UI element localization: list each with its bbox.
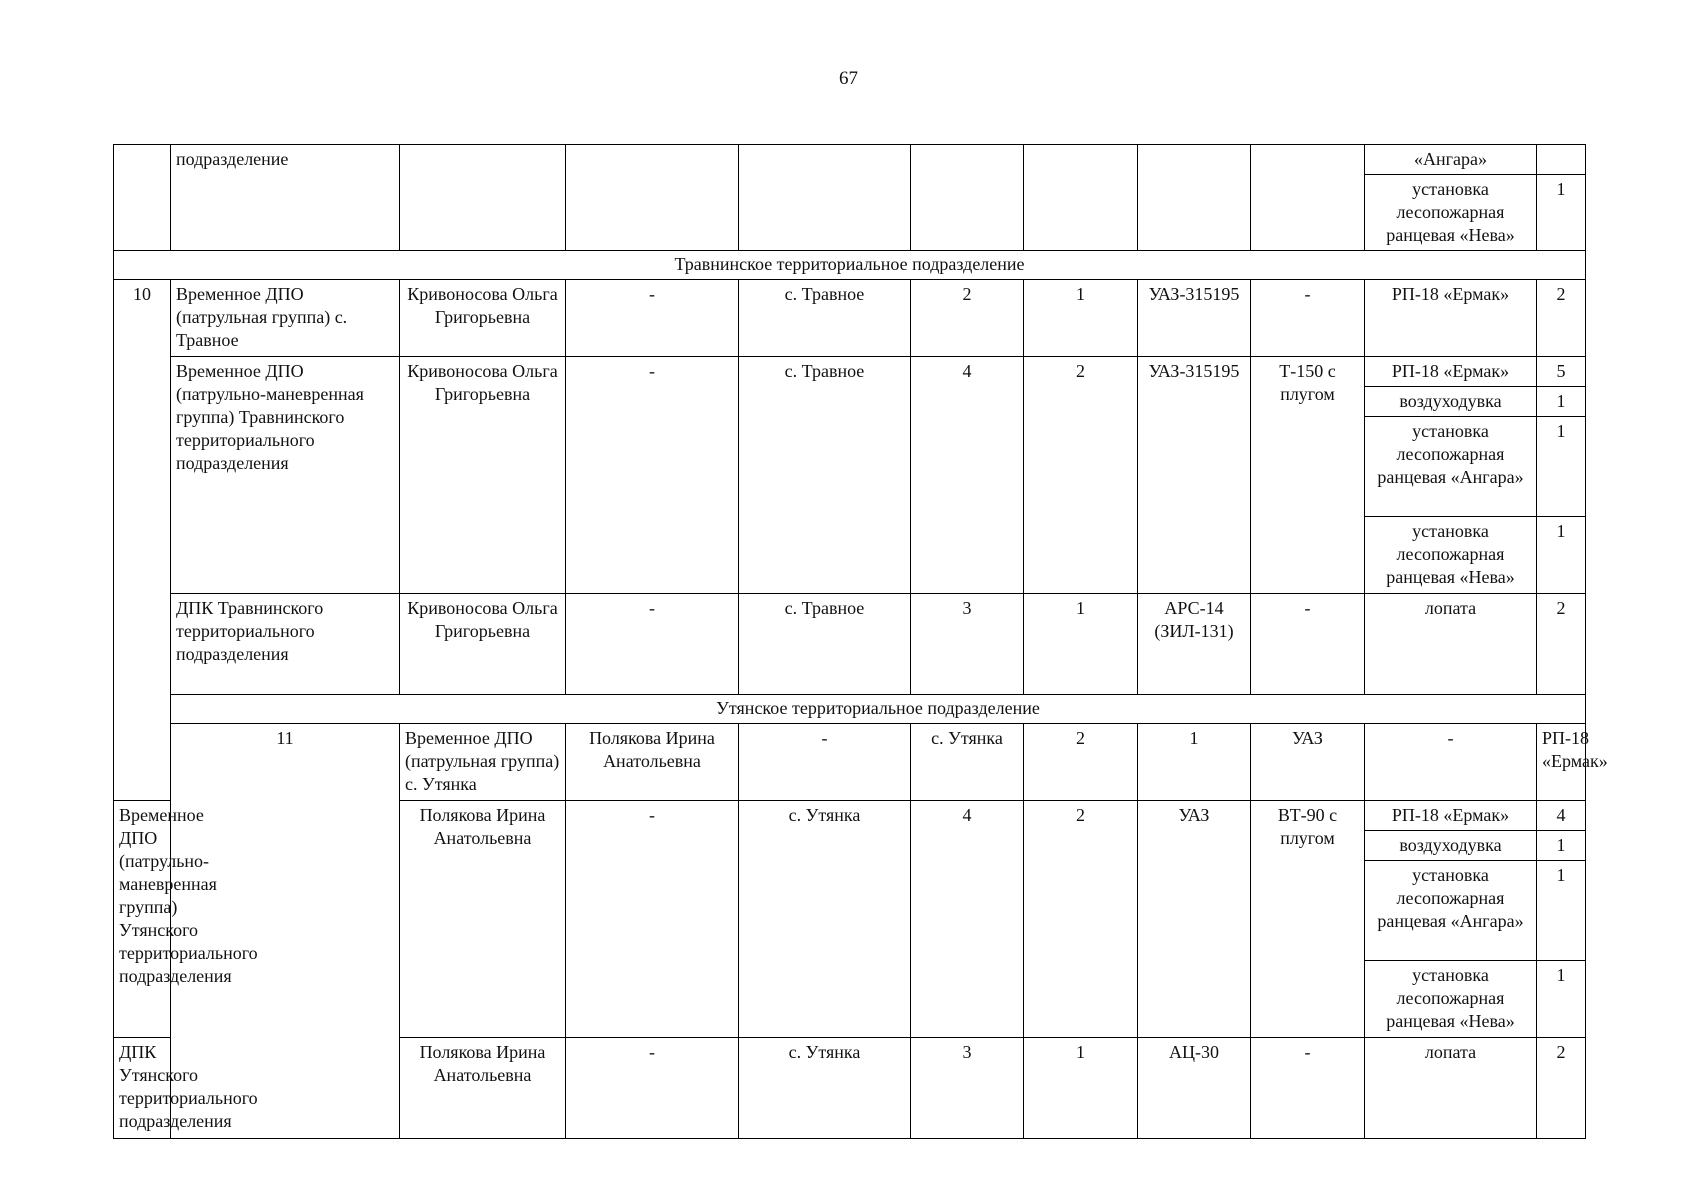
qty-cell: 1: [1537, 175, 1586, 251]
vehicles-cell: 1: [1024, 1038, 1138, 1139]
table-row: [114, 594, 1586, 695]
equipment-cell: РП-18 «Ермак»: [1365, 801, 1537, 831]
phone-cell: -: [739, 724, 911, 801]
unit-name-cell: Временное ДПО (патрульно-маневренная группа) Утянского территориального подразделения: [114, 801, 171, 1038]
qty-cell: 4: [1537, 801, 1586, 831]
unit-name-cell: ДПК Утянского территориального подразделения: [114, 1038, 171, 1139]
qty-cell: 1: [1537, 417, 1586, 517]
num-cell: [114, 145, 171, 251]
equipment-cell: «Ангара»: [1365, 145, 1537, 175]
phone-cell: -: [566, 594, 739, 695]
tech-cell: ВТ-90 с плугом: [1251, 801, 1365, 1038]
car-cell: УАЗ: [1138, 801, 1251, 1038]
qty-cell: 2: [1537, 280, 1586, 357]
unit-name-cell: Временное ДПО (патрульно-маневренная группа) Травнинского территориального подразделения: [171, 357, 400, 594]
table-row: [114, 724, 1586, 801]
equipment-cell: РП-18 «Ермак»: [1365, 280, 1537, 357]
section-title: Утянское территориальное подразделение: [171, 695, 1586, 724]
section-header-row: [114, 251, 1586, 280]
equipment-cell: воздуходувка: [1365, 387, 1537, 417]
car-cell: АЦ-30: [1138, 1038, 1251, 1139]
head-cell: Кривоносова Ольга Григорьевна: [400, 594, 566, 695]
head-cell: Кривоносова Ольга Григорьевна: [400, 280, 566, 357]
vehicles-cell: 1: [1024, 594, 1138, 695]
page-number: 67: [839, 68, 858, 89]
unit-name-cell: ДПК Травнинского территориального подразделения: [171, 594, 400, 695]
people-cell: 2: [1024, 724, 1138, 801]
qty-cell: 1: [1537, 517, 1586, 594]
equipment-cell: установка лесопожарная ранцевая «Ангара»: [1365, 417, 1537, 517]
location-cell: с. Травное: [739, 357, 911, 594]
head-cell: Полякова Ирина Анатольевна: [400, 1038, 566, 1139]
phone-cell: -: [566, 1038, 739, 1139]
vehicles-cell: 1: [1024, 280, 1138, 357]
vehicles-cell: 2: [1024, 357, 1138, 594]
section-title: Травнинское территориальное подразделение: [114, 251, 1586, 280]
equipment-cell: лопата: [1365, 594, 1537, 695]
section-header-row: [114, 695, 1586, 724]
equipment-cell: установка лесопожарная ранцевая «Ангара»: [1365, 861, 1537, 961]
phone-cell: -: [566, 801, 739, 1038]
location-cell: с. Травное: [739, 594, 911, 695]
qty-cell: 1: [1537, 861, 1586, 961]
head-cell: Полякова Ирина Анатольевна: [566, 724, 739, 801]
location-cell: с. Утянка: [739, 801, 911, 1038]
table-row: [114, 357, 1586, 387]
head-cell: Полякова Ирина Анатольевна: [400, 801, 566, 1038]
car-cell: АРС-14 (ЗИЛ-131): [1138, 594, 1251, 695]
unit-name-cell: подразделение: [171, 145, 400, 251]
phone-cell: -: [566, 280, 739, 357]
tech-cell: Т-150 с плугом: [1251, 357, 1365, 594]
car-cell: УАЗ-315195: [1138, 357, 1251, 594]
units-table: [113, 144, 1608, 1139]
tech-cell: -: [1251, 1038, 1365, 1139]
num-cell: 10: [114, 280, 171, 801]
car-cell: УАЗ: [1251, 724, 1365, 801]
equipment-cell: РП-18 «Ермак»: [1365, 357, 1537, 387]
equipment-cell: установка лесопожарная ранцевая «Нева»: [1365, 517, 1537, 594]
people-cell: 4: [911, 357, 1024, 594]
unit-name-cell: Временное ДПО (патрульная группа) с. Утянка: [400, 724, 566, 801]
qty-cell: [1537, 145, 1586, 175]
equipment-cell: установка лесопожарная ранцевая «Нева»: [1365, 961, 1537, 1038]
location-cell: с. Утянка: [911, 724, 1024, 801]
tech-cell: -: [1365, 724, 1537, 801]
location-cell: с. Травное: [739, 280, 911, 357]
people-cell: 2: [911, 280, 1024, 357]
qty-cell: 1: [1537, 961, 1586, 1038]
tech-cell: -: [1251, 594, 1365, 695]
qty-cell: 2: [1537, 594, 1586, 695]
equipment-cell: лопата: [1365, 1038, 1537, 1139]
people-cell: 3: [911, 1038, 1024, 1139]
qty-cell: 5: [1537, 357, 1586, 387]
location-cell: с. Утянка: [739, 1038, 911, 1139]
unit-name-cell: Временное ДПО (патрульная группа) с. Травное: [171, 280, 400, 357]
people-cell: 4: [911, 801, 1024, 1038]
table-row: [114, 280, 1586, 357]
qty-cell: 2: [1537, 1038, 1586, 1139]
vehicles-cell: 1: [1138, 724, 1251, 801]
head-cell: Кривоносова Ольга Григорьевна: [400, 357, 566, 594]
qty-cell: 1: [1537, 387, 1586, 417]
car-cell: УАЗ-315195: [1138, 280, 1251, 357]
phone-cell: -: [566, 357, 739, 594]
tech-cell: -: [1251, 280, 1365, 357]
equipment-cell: установка лесопожарная ранцевая «Нева»: [1365, 175, 1537, 251]
people-cell: 3: [911, 594, 1024, 695]
equipment-cell: РП-18 «Ермак»: [1537, 724, 1586, 801]
num-cell: 11: [171, 724, 400, 1139]
vehicles-cell: 2: [1024, 801, 1138, 1038]
table-row: [114, 145, 1586, 175]
equipment-cell: воздуходувка: [1365, 831, 1537, 861]
qty-cell: 1: [1537, 831, 1586, 861]
